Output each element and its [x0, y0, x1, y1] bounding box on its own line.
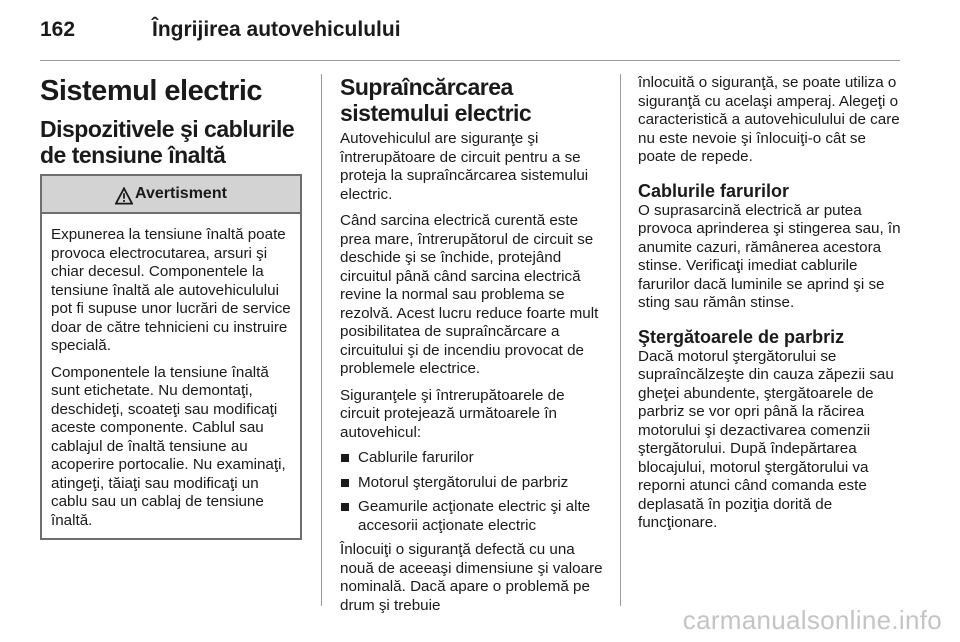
column-left: [40, 74, 304, 540]
headlamp-title: Cablurile farurilor: [638, 180, 790, 201]
watermark: carmanualsonline.info: [682, 605, 942, 635]
body-paragraph: Siguranţele şi întrerupătoarele de circuit protejează următoarele în autovehicul:: [340, 386, 565, 441]
headlamp-text: O suprasarcină electrică ar putea provoca aprinderea şi stingerea sau, în anumite cazuri, rămânerea acestora stinse. Verificaţi imediat cablurile farurilor dacă luminile se aprind şi se sting sau rămân stinse.: [638, 201, 901, 311]
warning-header: [42, 176, 300, 214]
warning-body: [42, 214, 300, 538]
wipers-text: Dacă motorul ştergătorului se supraîncălzeşte din cauza zăpezii sau gheţei abundente, ştergătoarele de parbriz se vor opri până la răcirea motorului şi dezactivarea comenzii ştergătorului. După îndepărtarea blocajului, motorul ştergătorului va reporni atunci când comanda este deplasată în poziţia dorită de funcţionare.: [638, 347, 894, 531]
column-divider-2: [620, 74, 621, 606]
body-paragraph: Când sarcina electrică curentă este prea mare, întrerupătorul de circuit se deschide şi se închide, protejând circuitul până când sarcina electrică revine la normal sau problema se rezolvă. Acest lucru reduce foarte mult posibilitatea de supraîncărcare a circuitului şi de incendiu provocat de problemele electrice.: [340, 212, 599, 377]
warning-title: Avertisment: [135, 185, 227, 202]
column-middle: [340, 74, 604, 615]
warning-box: [40, 174, 302, 540]
protected-items-list: [340, 449, 604, 535]
warning-paragraph: Expunerea la tensiune înaltă poate provoca electrocutarea, arsuri şi chiar decesul. Componentele la tensiune înaltă ale autovehiculului pot fi supuse unor lucrări de service doar de către tehnicieni cu instruire specială.: [51, 226, 291, 354]
subsection-title: Dispozitivele şi cablurile de tensiune înaltă: [40, 116, 295, 168]
column-divider-1: [321, 74, 322, 606]
bullet-square-icon: [341, 503, 349, 511]
warning-paragraph: Componentele la tensiune înaltă sunt etichetate. Nu demontaţi, deschideţi, scoateţi sau modificaţi aceste componente. Cablul sau cablajul de înaltă tensiune au acoperire portocalie. Nu examinaţi, atingeţi, tăiaţi sau modificaţi un cablu sau un cablaj de tensiune înaltă.: [51, 363, 286, 529]
list-item: Cablurile farurilor: [340, 449, 604, 468]
page-number: 162: [40, 18, 76, 41]
header-divider: [40, 60, 900, 61]
wipers-title: Ştergătoarele de parbriz: [638, 326, 845, 347]
bullet-square-icon: [341, 454, 349, 462]
page-header: [40, 14, 900, 54]
list-item: Motorul ştergătorului de parbriz: [340, 474, 604, 493]
body-paragraph: înlocuită o siguranţă, se poate utiliza o siguranţă cu acelaşi amperaj. Alegeţi o caracteristică a autovehiculului de care nu este nevoie şi înlocuiţi-o cât se poate de repede.: [638, 74, 900, 165]
bullet-square-icon: [341, 479, 349, 487]
section-title: Sistemul electric: [40, 75, 262, 107]
overload-title: Supraîncărcarea sistemului electric: [340, 74, 532, 126]
chapter-title: Îngrijirea autovehiculului: [152, 18, 401, 41]
warning-triangle-icon: [115, 187, 133, 205]
body-paragraph: Autovehiculul are siguranţe şi întrerupătoare de circuit pentru a se proteja la supraîncărcarea sistemului electric.: [340, 130, 589, 203]
column-right: [638, 74, 902, 533]
list-item: Geamurile acţionate electric şi alte accesorii acţionate electric: [340, 498, 604, 535]
body-paragraph: Înlocuiţi o siguranţă defectă cu una nouă de aceeaşi dimensiune şi valoare nominală. Dacă apare o problemă pe drum şi trebuie: [340, 541, 603, 614]
